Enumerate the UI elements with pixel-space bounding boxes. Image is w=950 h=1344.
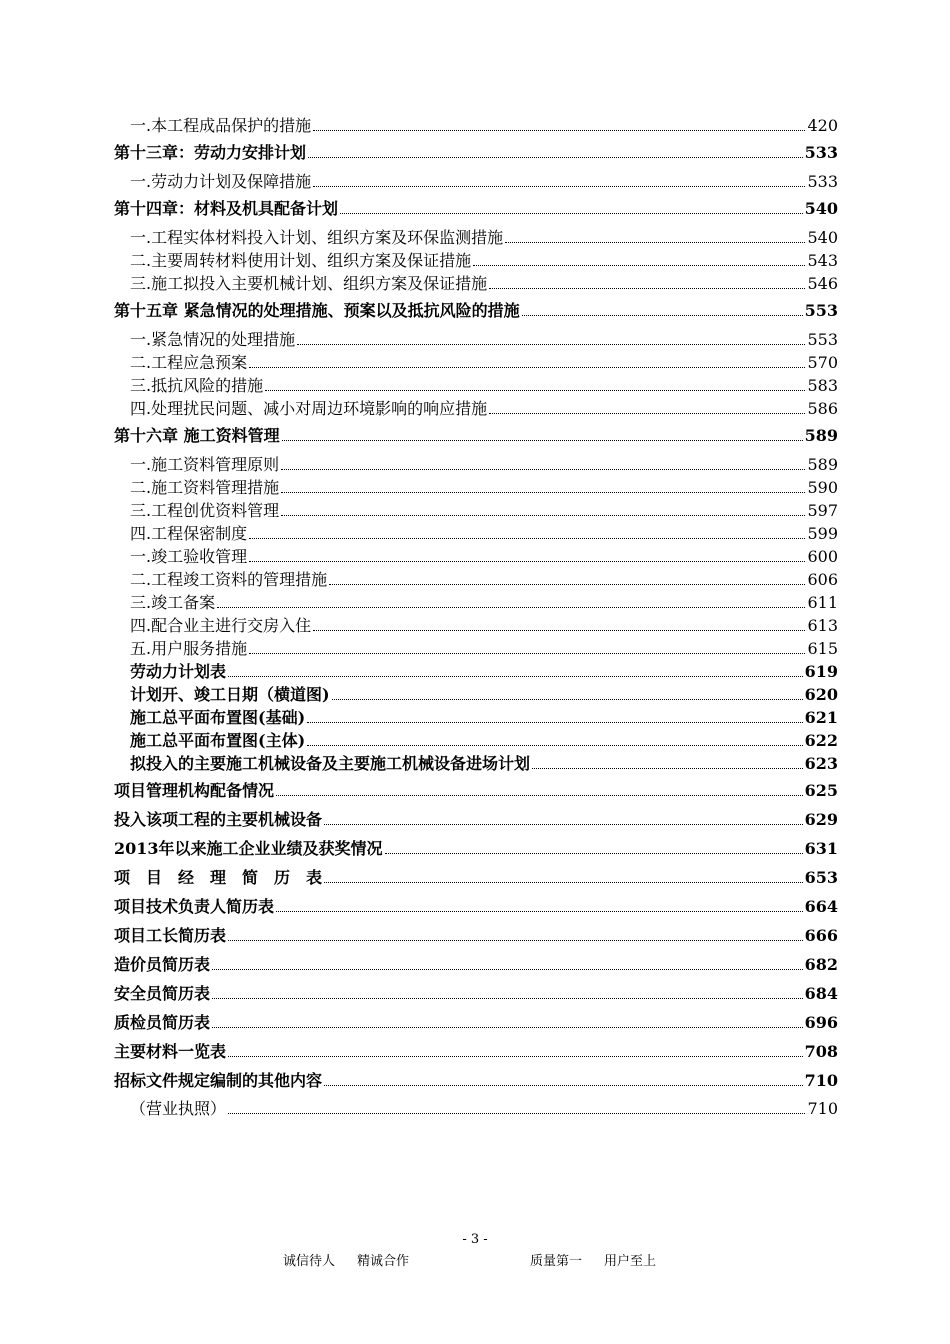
toc-entry-page: 553 [807,330,838,349]
toc-entry-title: 拟投入的主要施工机械设备及主要施工机械设备进场计划 [130,754,531,773]
toc-entry-page: 696 [804,1013,838,1032]
toc-chapter-entry[interactable] [114,895,838,919]
toc-section-entry[interactable] [114,1097,838,1120]
toc-section-entry[interactable] [114,476,838,499]
dot-leader [249,367,805,368]
toc-entry-page: 684 [804,984,838,1003]
dot-leader [505,242,805,243]
toc-entry-title: 第十五章 紧急情况的处理措施、预案以及抵抗风险的措施 [114,301,520,320]
dot-leader [281,515,805,516]
page-number: - 3 - [462,1232,488,1247]
toc-entry-title: 三.竣工备案 [130,593,216,612]
dot-leader [282,440,803,441]
toc-section-entry[interactable] [114,114,838,137]
toc-entry-page: 710 [804,1071,838,1090]
toc-section-entry[interactable] [114,249,838,272]
toc-entry-page: 631 [804,839,838,858]
toc-entry-page: 666 [804,926,838,945]
toc-entry-title: 2013年以来施工企业业绩及获奖情况 [114,839,383,858]
toc-chapter-entry[interactable] [114,1011,838,1035]
toc-section-entry[interactable] [114,568,838,591]
toc-entry-page: 597 [807,501,838,520]
toc-entry-page: 533 [804,143,838,162]
toc-entry-title: 一.施工资料管理原则 [130,455,280,474]
toc-entry-page: 613 [807,616,838,635]
dot-leader [212,969,803,970]
toc-entry-page: 664 [804,897,838,916]
toc-section-entry[interactable] [114,637,838,660]
dot-leader [249,653,805,654]
toc-entry-title: 造价员简历表 [114,955,211,974]
toc-entry-page: 621 [804,708,838,727]
slogan-text: 用户至上 [604,1254,657,1269]
dot-leader [324,882,803,883]
toc-chapter-entry[interactable] [114,808,838,832]
toc-entry-page: 625 [804,781,838,800]
toc-section-entry[interactable] [114,660,838,683]
toc-entry-page: 533 [807,172,838,191]
toc-section-entry[interactable] [114,729,838,752]
toc-entry-title: （营业执照） [130,1099,227,1118]
footer-slogan-right [530,1250,656,1269]
toc-entry-title: 项目管理机构配备情况 [114,781,275,800]
toc-entry-page: 589 [807,455,838,474]
toc-entry-page: 682 [804,955,838,974]
toc-entry-page: 619 [804,662,838,681]
toc-entry-title: 安全员简历表 [114,984,211,1003]
toc-section-entry[interactable] [114,522,838,545]
dot-leader [281,492,805,493]
toc-entry-title: 三.工程创优资料管理 [130,501,280,520]
toc-chapter-entry[interactable] [114,953,838,977]
toc-entry-title: 投入该项工程的主要机械设备 [114,810,323,829]
dot-leader [265,390,805,391]
toc-entry-title: 二.工程竣工资料的管理措施 [130,570,328,589]
toc-chapter-entry[interactable] [114,866,838,890]
toc-entry-page: 611 [807,593,838,612]
toc-entry-page: 629 [804,810,838,829]
toc-entry-page: 420 [807,116,838,135]
slogan-text: 诚信待人 [283,1254,336,1269]
toc-section-entry[interactable] [114,453,838,476]
footer-slogan-left [283,1250,409,1269]
toc-entry-page: 583 [807,376,838,395]
dot-leader [332,699,803,700]
slogan-text: 质量第一 [530,1254,583,1269]
toc-section-entry[interactable] [114,752,838,775]
toc-entry-page: 540 [807,228,838,247]
toc-entry-title: 五.用户服务措施 [130,639,248,658]
dot-leader [308,157,803,158]
dot-leader [313,130,805,131]
dot-leader [276,911,803,912]
toc-entry-title: 第十六章 施工资料管理 [114,426,280,445]
toc-entry-title: 二.主要周转材料使用计划、组织方案及保证措施 [130,251,472,270]
toc-section-entry[interactable] [114,374,838,397]
toc-entry-page: 546 [807,274,838,293]
toc-entry-title: 项目技术负责人简历表 [114,897,275,916]
dot-leader [489,288,805,289]
dot-leader [329,584,805,585]
toc-entry-title: 施工总平面布置图(主体) [130,731,306,750]
dot-leader [249,561,805,562]
toc-section-entry[interactable] [114,397,838,420]
toc-entry-page: 710 [807,1099,838,1118]
toc-entry-title: 一.本工程成品保护的措施 [130,116,312,135]
toc-entry-page: 622 [804,731,838,750]
toc-entry-title: 项目工长简历表 [114,926,227,945]
slogan-text: 精诚合作 [357,1254,410,1269]
toc-section-entry[interactable] [114,328,838,351]
dot-leader [217,607,805,608]
toc-section-entry[interactable] [114,170,838,193]
toc-section-entry[interactable] [114,545,838,568]
toc-section-entry[interactable] [114,499,838,522]
toc-entry-page: 615 [807,639,838,658]
dot-leader [212,1027,803,1028]
toc-entry-page: 600 [807,547,838,566]
dot-leader [340,213,803,214]
toc-entry-title: 三.施工拟投入主要机械计划、组织方案及保证措施 [130,274,488,293]
toc-entry-title: 一.竣工验收管理 [130,547,248,566]
toc-section-entry[interactable] [114,351,838,374]
toc-entry-page: 708 [804,1042,838,1061]
toc-entry-page: 570 [807,353,838,372]
dot-leader [228,1113,805,1114]
toc-entry-title: 计划开、竣工日期（横道图) [130,685,330,704]
dot-leader [228,940,803,941]
dot-leader [212,998,803,999]
toc-section-entry[interactable] [114,591,838,614]
toc-entry-page: 586 [807,399,838,418]
toc-chapter-entry[interactable] [114,1069,838,1093]
toc-entry-page: 589 [804,426,838,445]
dot-leader [297,344,805,345]
toc-entry-title: 一.工程实体材料投入计划、组织方案及环保监测措施 [130,228,504,247]
dot-leader [522,315,803,316]
toc-chapter-entry[interactable] [114,779,838,803]
toc-entry-title: 二.施工资料管理措施 [130,478,280,497]
dot-leader [324,824,803,825]
toc-entry-title: 劳动力计划表 [130,662,227,681]
toc-chapter-entry[interactable] [114,1040,838,1064]
toc-entry-title: 四.工程保密制度 [130,524,248,543]
toc-entry-title: 三.抵抗风险的措施 [130,376,264,395]
dot-leader [313,186,805,187]
toc-entry-page: 590 [807,478,838,497]
dot-leader [249,538,805,539]
toc-chapter-entry[interactable] [114,197,838,221]
toc-entry-title: 施工总平面布置图(基础) [130,708,306,727]
dot-leader [281,469,805,470]
toc-entry-title: 一.劳动力计划及保障措施 [130,172,312,191]
toc-chapter-entry[interactable] [114,299,838,323]
toc-entry-title: 质检员简历表 [114,1013,211,1032]
toc-chapter-entry[interactable] [114,924,838,948]
toc-section-entry[interactable] [114,706,838,729]
toc-chapter-entry[interactable] [114,141,838,165]
dot-leader [489,413,805,414]
toc-chapter-entry[interactable] [114,837,838,861]
dot-leader [307,722,802,723]
toc-entry-page: 623 [804,754,838,773]
table-of-contents [114,114,838,1120]
toc-entry-page: 553 [804,301,838,320]
dot-leader [473,265,805,266]
dot-leader [228,676,803,677]
toc-entry-page: 620 [804,685,838,704]
dot-leader [228,1056,803,1057]
toc-chapter-entry[interactable] [114,424,838,448]
toc-section-entry[interactable] [114,272,838,295]
toc-entry-title: 主要材料一览表 [114,1042,227,1061]
dot-leader [276,795,803,796]
toc-entry-title: 一.紧急情况的处理措施 [130,330,296,349]
toc-entry-page: 540 [804,199,838,218]
toc-section-entry[interactable] [114,226,838,249]
dot-leader [532,768,803,769]
toc-entry-page: 653 [804,868,838,887]
dot-leader [307,745,802,746]
toc-section-entry[interactable] [114,614,838,637]
toc-chapter-entry[interactable] [114,982,838,1006]
toc-section-entry[interactable] [114,683,838,706]
dot-leader [313,630,805,631]
toc-entry-title: 招标文件规定编制的其他内容 [114,1071,323,1090]
toc-entry-title: 四.处理扰民问题、减小对周边环境影响的响应措施 [130,399,488,418]
toc-entry-page: 606 [807,570,838,589]
toc-entry-page: 543 [807,251,838,270]
toc-entry-page: 599 [807,524,838,543]
toc-entry-title: 项 目 经 理 简 历 表 [114,868,323,887]
dot-leader [324,1085,803,1086]
dot-leader [385,853,803,854]
toc-entry-title: 第十四章：材料及机具配备计划 [114,199,339,218]
toc-entry-title: 二.工程应急预案 [130,353,248,372]
toc-entry-title: 第十三章：劳动力安排计划 [114,143,307,162]
toc-entry-title: 四.配合业主进行交房入住 [130,616,312,635]
